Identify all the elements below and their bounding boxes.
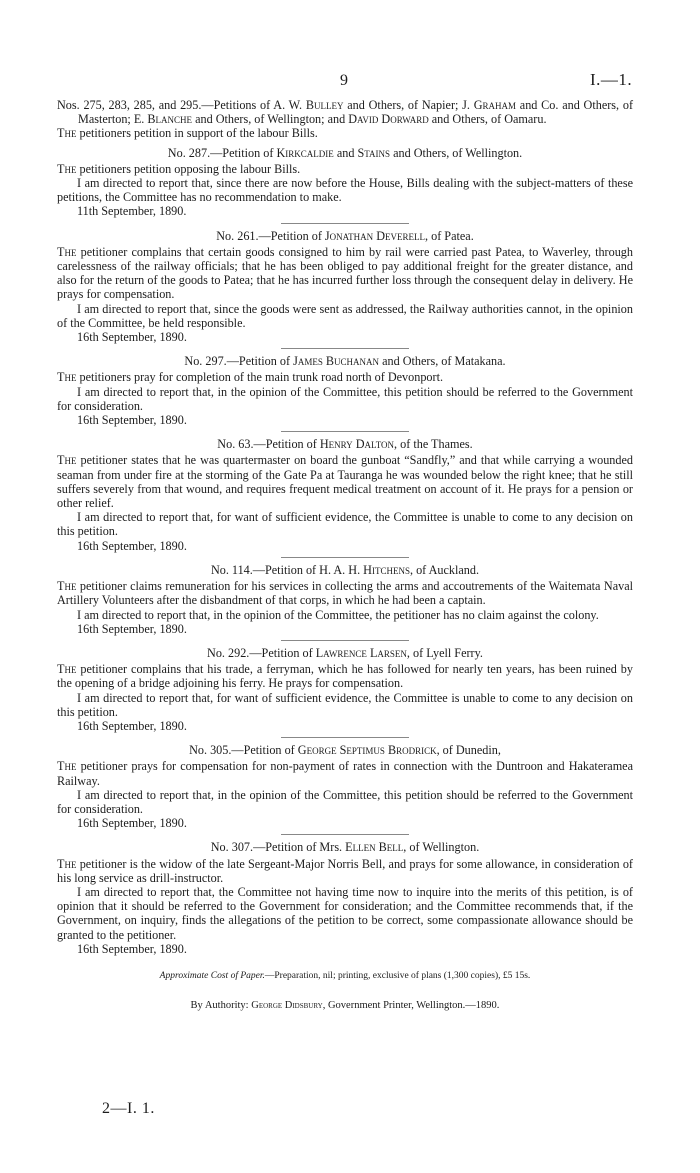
section-divider (281, 223, 409, 224)
petition-summary: The petitioner claims remuneration for his services in collecting the arms and accoutrements of the Waitemata Naval Artillery Volunteers after the disbandment of that corps, in which he had been a captain. (57, 579, 633, 608)
printer-signature-mark: 2—I. 1. (102, 1100, 155, 1117)
petition-heading: Nos. 275, 283, 285, and 295.—Petitions of A. W. Bulley and Others, of Napier; J. Graham and Co. and Others, of Masterton; E. Blanche and Others, of Wellington; and David Dorward and Others, of Oamaru. (57, 98, 634, 127)
committee-report: I am directed to report that, for want of sufficient evidence, the Committee is unable to come to any decision on this petition. (57, 510, 633, 539)
section-divider (281, 834, 409, 835)
page-number: 9 (340, 72, 348, 89)
report-date: 16th September, 1890. (77, 330, 187, 345)
petition-summary: The petitioners petition opposing the labour Bills. (57, 161, 301, 176)
petition-summary: The petitioner states that he was quartermaster on board the gunboat “Sandfly,” and that while carrying a wounded seaman from under fire at the storming of the Gate Pa at Tauranga he was wounded below the right knee; that he still suffers severely from that wound, and requires frequent medical treatment on account of it. He prays for a pension or other relief. (57, 453, 633, 511)
report-date: 11th September, 1890. (77, 204, 187, 219)
petition-heading: No. 63.—Petition of Henry Dalton, of the Thames. (217, 437, 473, 452)
petition-summary: The petitioners pray for completion of the main trunk road north of Devonport. (57, 370, 444, 385)
document-body (57, 98, 633, 1013)
committee-report: I am directed to report that, the Committee not having time now to inquire into the merits of this petition, is of opinion that it should be referred to the Government for consideration; and the Committee recommends that, if the Government, on inquiry, finds the allegations of the petition to be correct, some compassionate allowance should be granted to the petitioner. (57, 884, 633, 942)
section-divider (281, 431, 409, 432)
cost-of-paper-note: Approximate Cost of Paper.—Preparation, nil; printing, exclusive of plans (1,300 copies), £5 15s. (159, 970, 531, 981)
committee-report: I am directed to report that, in the opinion of the Committee, this petition should be referred to the Government for consideration. (57, 787, 633, 816)
petition-summary: The petitioner complains that certain goods consigned to him by rail were carried past Patea, to Waverley, through carelessness of the railway officials; that he has been obliged to pay additional freight for the greater distance, and also for the return of the goods to Patea; that he has incurred further loss through the consequent delay in delivery. He prays for compensation. (57, 244, 633, 302)
committee-report: I am directed to report that, since the goods were sent as addressed, the Railway authorities cannot, in the opinion of the Committee, be held responsible. (57, 301, 633, 330)
petition-summary: The petitioner is the widow of the late Sergeant-Major Norris Bell, and prays for some allowance, in consideration of his long service as drill-instructor. (57, 856, 633, 885)
petition-summary: The petitioners petition in support of the labour Bills. (57, 126, 318, 141)
report-date: 16th September, 1890. (77, 621, 187, 636)
section-divider (281, 640, 409, 641)
report-date: 16th September, 1890. (77, 941, 187, 956)
petition-heading: No. 114.—Petition of H. A. H. Hitchens, of Auckland. (210, 562, 480, 577)
committee-report: I am directed to report that, in the opinion of the Committee, the petitioner has no claim against the colony. (77, 607, 599, 622)
report-date: 16th September, 1890. (77, 413, 187, 428)
petition-heading: No. 305.—Petition of George Septimus Brodrick, of Dunedin, (189, 743, 501, 758)
committee-report: I am directed to report that, for want of sufficient evidence, the Committee is unable to come to any decision on this petition. (57, 690, 633, 719)
report-date: 16th September, 1890. (77, 816, 187, 831)
section-divider (281, 737, 409, 738)
report-date: 16th September, 1890. (77, 718, 187, 733)
committee-report: I am directed to report that, in the opinion of the Committee, this petition should be referred to the Government for consideration. (57, 384, 633, 413)
petition-heading: No. 297.—Petition of James Buchanan and Others, of Matakana. (184, 354, 506, 369)
paper-series: I.—1. (590, 70, 633, 89)
committee-report: I am directed to report that, since there are now before the House, Bills dealing with the subject-matters of these petitions, the Committee has no recommendation to make. (57, 176, 633, 205)
petition-summary: The petitioner complains that his trade, a ferryman, which he has followed for nearly ten years, has been ruined by the opening of a bridge adjoining his ferry. He prays for compensation. (57, 662, 633, 691)
petition-heading: No. 261.—Petition of Jonathan Deverell, of Patea. (216, 228, 474, 243)
petition-heading: No. 292.—Petition of Lawrence Larsen, of Lyell Ferry. (207, 645, 483, 660)
petition-heading: No. 307.—Petition of Mrs. Ellen Bell, of Wellington. (210, 840, 480, 855)
petition-heading: No. 287.—Petition of Kirkcaldie and Stains and Others, of Wellington. (167, 145, 523, 160)
petition-summary: The petitioner prays for compensation for non-payment of rates in connection with the Duntroon and Hakateramea Railway. (57, 759, 633, 788)
printer-authority: By Authority: George Didsbury, Government Printer, Wellington.—1890. (190, 1000, 500, 1012)
section-divider (281, 348, 409, 349)
report-date: 16th September, 1890. (77, 538, 187, 553)
section-divider (281, 557, 409, 558)
